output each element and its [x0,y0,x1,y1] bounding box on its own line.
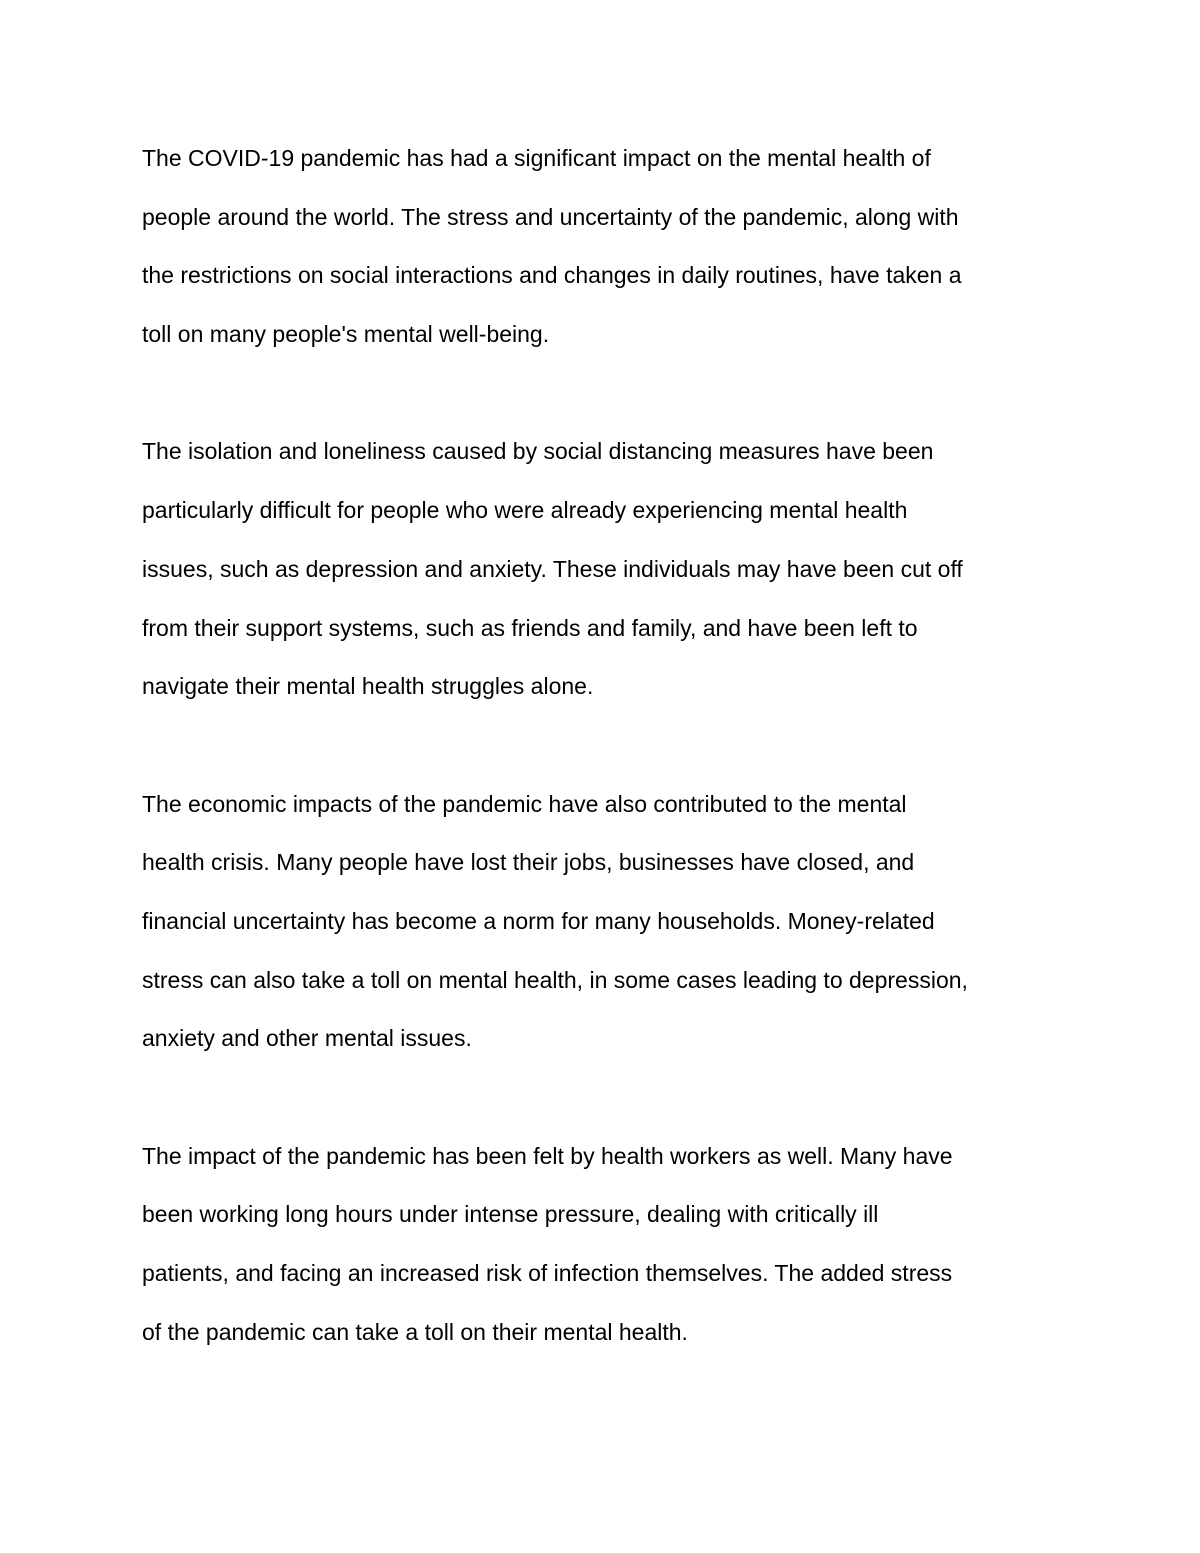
paragraph-spacer [142,725,1072,784]
text-line: been working long hours under intense pressure, dealing with critically ill [142,1201,879,1228]
text-line: stress can also take a toll on mental health, in some cases leading to depression, [142,966,968,993]
text-line: the restrictions on social interactions and changes in daily routines, have taken a [142,262,962,289]
text-line: The isolation and loneliness caused by social distancing measures have been [142,438,934,465]
paragraph-2 [142,431,1072,724]
paragraph-3 [142,784,1072,1077]
text-line: patients, and facing an increased risk of infection themselves. The added stress [142,1260,953,1287]
paragraph-spacer [142,1077,1072,1136]
text-line: The impact of the pandemic has been felt by health workers as well. Many have [142,1142,953,1169]
document-body [142,138,1072,1370]
text-line: health crisis. Many people have lost their jobs, businesses have closed, and [142,849,915,876]
paragraph-1 [142,138,1072,373]
text-line: financial uncertainty has become a norm for many households. Money-related [142,907,935,934]
paragraph-spacer [142,373,1072,432]
text-line: navigate their mental health struggles alone. [142,673,594,700]
text-line: particularly difficult for people who were already experiencing mental health [142,497,908,524]
text-line: The COVID-19 pandemic has had a significant impact on the mental health of [142,145,931,171]
text-line: of the pandemic can take a toll on their mental health. [142,1318,688,1345]
text-line: The economic impacts of the pandemic have also contributed to the mental [142,790,907,817]
text-line: from their support systems, such as friends and family, and have been left to [142,614,918,641]
paragraph-4 [142,1136,1072,1371]
text-line: anxiety and other mental issues. [142,1025,472,1052]
text-line: issues, such as depression and anxiety. These individuals may have been cut off [142,555,963,582]
text-line: people around the world. The stress and uncertainty of the pandemic, along with [142,203,959,230]
text-line: toll on many people's mental well-being. [142,321,550,348]
